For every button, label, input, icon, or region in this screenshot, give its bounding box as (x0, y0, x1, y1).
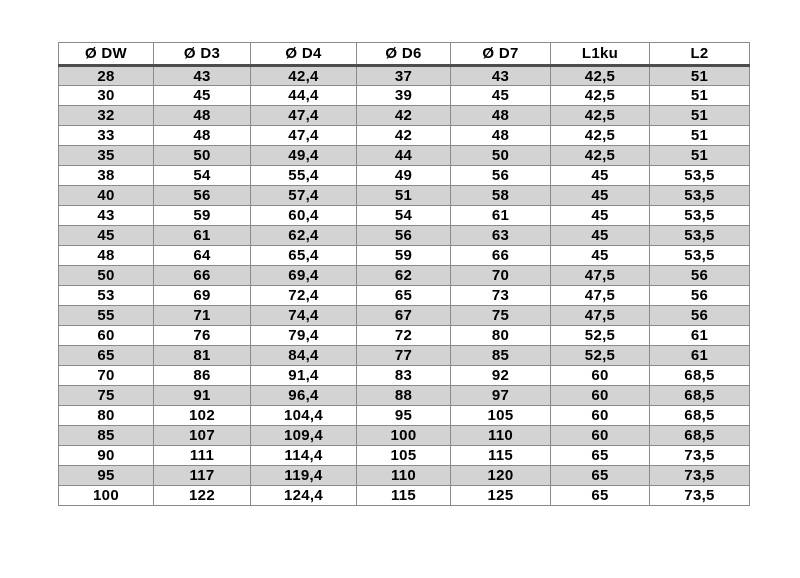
table-cell: 125 (451, 486, 551, 506)
table-cell: 69,4 (251, 266, 357, 286)
table-cell: 111 (154, 446, 251, 466)
table-cell: 48 (451, 106, 551, 126)
table-cell: 110 (451, 426, 551, 446)
table-cell: 74,4 (251, 306, 357, 326)
table-cell: 33 (59, 126, 154, 146)
table-cell: 54 (154, 166, 251, 186)
table-cell: 114,4 (251, 446, 357, 466)
table-cell: 73,5 (650, 466, 750, 486)
table-row (59, 386, 750, 406)
table-cell: 62,4 (251, 226, 357, 246)
table-cell: 81 (154, 346, 251, 366)
table-cell: 56 (154, 186, 251, 206)
table-cell: 45 (551, 186, 650, 206)
table-cell: 66 (451, 246, 551, 266)
table-cell: 42,5 (551, 146, 650, 166)
table-cell: 59 (154, 206, 251, 226)
table-row (59, 446, 750, 466)
table-cell: 58 (451, 186, 551, 206)
column-header-d7: Ø D7 (451, 43, 551, 66)
table-cell: 100 (59, 486, 154, 506)
table-body (59, 66, 750, 506)
table-cell: 47,4 (251, 126, 357, 146)
table-cell: 65 (551, 446, 650, 466)
table-cell: 102 (154, 406, 251, 426)
table-row (59, 226, 750, 246)
table-cell: 109,4 (251, 426, 357, 446)
table-cell: 45 (551, 206, 650, 226)
table-row (59, 146, 750, 166)
table-row (59, 326, 750, 346)
table-cell: 45 (551, 246, 650, 266)
table-cell: 45 (551, 226, 650, 246)
dimensions-table (58, 42, 750, 506)
table-row (59, 366, 750, 386)
table-cell: 48 (451, 126, 551, 146)
table-cell: 107 (154, 426, 251, 446)
column-header-d6: Ø D6 (357, 43, 451, 66)
table-cell: 63 (451, 226, 551, 246)
table-cell: 95 (357, 406, 451, 426)
table-cell: 119,4 (251, 466, 357, 486)
table-cell: 51 (357, 186, 451, 206)
column-header-l2: L2 (650, 43, 750, 66)
table-cell: 65 (551, 466, 650, 486)
table-cell: 54 (357, 206, 451, 226)
table-cell: 39 (357, 86, 451, 106)
table-cell: 52,5 (551, 346, 650, 366)
table-cell: 38 (59, 166, 154, 186)
table-cell: 28 (59, 66, 154, 86)
table-row (59, 86, 750, 106)
table-cell: 51 (650, 66, 750, 86)
table-row (59, 486, 750, 506)
table-cell: 75 (451, 306, 551, 326)
table-cell: 97 (451, 386, 551, 406)
table-cell: 80 (59, 406, 154, 426)
table-cell: 51 (650, 126, 750, 146)
table-cell: 50 (451, 146, 551, 166)
table-row (59, 426, 750, 446)
table-cell: 48 (154, 126, 251, 146)
table-row (59, 266, 750, 286)
table-cell: 32 (59, 106, 154, 126)
table-cell: 61 (154, 226, 251, 246)
table-cell: 75 (59, 386, 154, 406)
table-cell: 80 (451, 326, 551, 346)
column-header-dw: Ø DW (59, 43, 154, 66)
table-cell: 53 (59, 286, 154, 306)
table-row (59, 66, 750, 86)
table-cell: 110 (357, 466, 451, 486)
table-cell: 65 (59, 346, 154, 366)
table-cell: 56 (650, 306, 750, 326)
table-cell: 53,5 (650, 226, 750, 246)
table-row (59, 186, 750, 206)
table-cell: 35 (59, 146, 154, 166)
table-cell: 60 (551, 386, 650, 406)
table-row (59, 126, 750, 146)
table-cell: 56 (650, 266, 750, 286)
table-cell: 37 (357, 66, 451, 86)
table-cell: 48 (154, 106, 251, 126)
table-cell: 59 (357, 246, 451, 266)
table-cell: 83 (357, 366, 451, 386)
table-cell: 60 (59, 326, 154, 346)
table-cell: 55 (59, 306, 154, 326)
table-cell: 45 (451, 86, 551, 106)
table-cell: 88 (357, 386, 451, 406)
table-cell: 53,5 (650, 206, 750, 226)
table-cell: 71 (154, 306, 251, 326)
table-cell: 47,5 (551, 286, 650, 306)
table-cell: 73,5 (650, 446, 750, 466)
table-cell: 42 (357, 126, 451, 146)
table-cell: 64 (154, 246, 251, 266)
table-cell: 77 (357, 346, 451, 366)
table-cell: 52,5 (551, 326, 650, 346)
table-cell: 122 (154, 486, 251, 506)
table-cell: 84,4 (251, 346, 357, 366)
table-cell: 79,4 (251, 326, 357, 346)
table-cell: 68,5 (650, 366, 750, 386)
table-row (59, 246, 750, 266)
table-cell: 56 (357, 226, 451, 246)
table-cell: 73,5 (650, 486, 750, 506)
table-cell: 117 (154, 466, 251, 486)
table-cell: 47,5 (551, 266, 650, 286)
table-cell: 47,5 (551, 306, 650, 326)
table-cell: 65 (551, 486, 650, 506)
table-cell: 56 (451, 166, 551, 186)
column-header-l1ku: L1ku (551, 43, 650, 66)
table-cell: 53,5 (650, 246, 750, 266)
table-cell: 42 (357, 106, 451, 126)
table-cell: 62 (357, 266, 451, 286)
table-cell: 104,4 (251, 406, 357, 426)
table-cell: 40 (59, 186, 154, 206)
table-cell: 47,4 (251, 106, 357, 126)
table-cell: 60 (551, 406, 650, 426)
table-cell: 42,5 (551, 86, 650, 106)
table-cell: 73 (451, 286, 551, 306)
table-row (59, 406, 750, 426)
table-cell: 72 (357, 326, 451, 346)
column-header-d4: Ø D4 (251, 43, 357, 66)
table-cell: 50 (154, 146, 251, 166)
table-cell: 42,5 (551, 106, 650, 126)
table-cell: 105 (451, 406, 551, 426)
table-cell: 68,5 (650, 406, 750, 426)
table-cell: 100 (357, 426, 451, 446)
table-cell: 49 (357, 166, 451, 186)
table-cell: 105 (357, 446, 451, 466)
table-header-row (59, 43, 750, 66)
table-cell: 91,4 (251, 366, 357, 386)
table-cell: 61 (650, 346, 750, 366)
table-cell: 67 (357, 306, 451, 326)
table-cell: 76 (154, 326, 251, 346)
table-cell: 65 (357, 286, 451, 306)
table-cell: 57,4 (251, 186, 357, 206)
table-cell: 60,4 (251, 206, 357, 226)
table-cell: 68,5 (650, 426, 750, 446)
table-row (59, 346, 750, 366)
table-cell: 45 (551, 166, 650, 186)
table-cell: 42,4 (251, 66, 357, 86)
table-cell: 43 (451, 66, 551, 86)
table-cell: 85 (59, 426, 154, 446)
table-cell: 45 (154, 86, 251, 106)
table-cell: 53,5 (650, 186, 750, 206)
table-cell: 50 (59, 266, 154, 286)
table-cell: 70 (59, 366, 154, 386)
table-cell: 48 (59, 246, 154, 266)
table-cell: 96,4 (251, 386, 357, 406)
table-cell: 72,4 (251, 286, 357, 306)
table-cell: 43 (59, 206, 154, 226)
table-cell: 42,5 (551, 126, 650, 146)
table-cell: 61 (451, 206, 551, 226)
table-row (59, 286, 750, 306)
table-cell: 51 (650, 146, 750, 166)
table-cell: 49,4 (251, 146, 357, 166)
table-cell: 124,4 (251, 486, 357, 506)
table-cell: 92 (451, 366, 551, 386)
table-cell: 115 (451, 446, 551, 466)
table-cell: 68,5 (650, 386, 750, 406)
table-cell: 60 (551, 426, 650, 446)
table-cell: 66 (154, 266, 251, 286)
table-cell: 51 (650, 106, 750, 126)
table-row (59, 166, 750, 186)
table-cell: 120 (451, 466, 551, 486)
table-cell: 42,5 (551, 66, 650, 86)
table-cell: 60 (551, 366, 650, 386)
table-cell: 90 (59, 446, 154, 466)
table-cell: 115 (357, 486, 451, 506)
table-cell: 56 (650, 286, 750, 306)
table-cell: 86 (154, 366, 251, 386)
table-row (59, 306, 750, 326)
table-cell: 53,5 (650, 166, 750, 186)
table-cell: 61 (650, 326, 750, 346)
table-row (59, 106, 750, 126)
table-cell: 95 (59, 466, 154, 486)
table-row (59, 466, 750, 486)
table-cell: 51 (650, 86, 750, 106)
column-header-d3: Ø D3 (154, 43, 251, 66)
table-cell: 55,4 (251, 166, 357, 186)
table-cell: 43 (154, 66, 251, 86)
table-cell: 91 (154, 386, 251, 406)
table-cell: 65,4 (251, 246, 357, 266)
table-cell: 45 (59, 226, 154, 246)
table-cell: 44,4 (251, 86, 357, 106)
table-row (59, 206, 750, 226)
table-cell: 85 (451, 346, 551, 366)
table-cell: 44 (357, 146, 451, 166)
table-cell: 69 (154, 286, 251, 306)
table-cell: 30 (59, 86, 154, 106)
table-cell: 70 (451, 266, 551, 286)
